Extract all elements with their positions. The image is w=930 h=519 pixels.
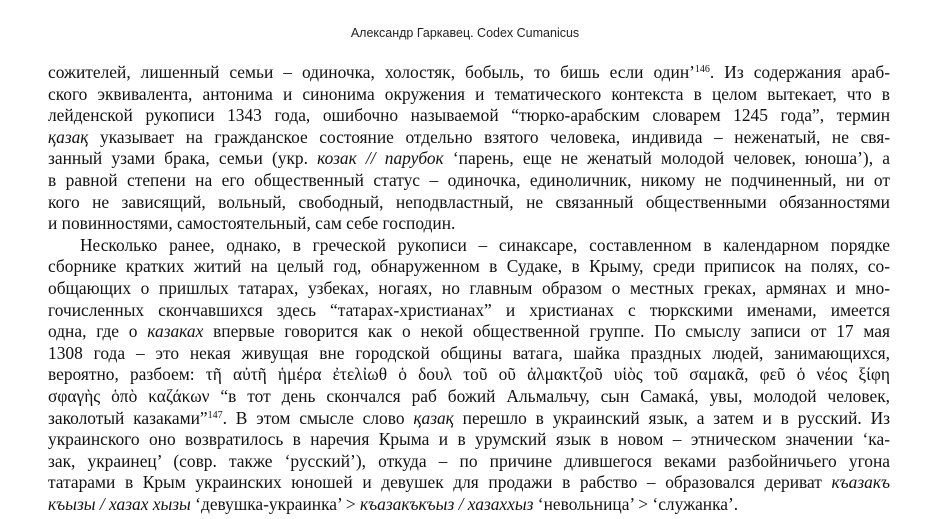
text-line xyxy=(48,343,890,365)
text-line xyxy=(48,429,890,451)
text-line xyxy=(48,213,890,235)
text-run: занный узами брака, семьи (укр. xyxy=(48,148,318,169)
document-body xyxy=(48,62,890,515)
text-run: σφαγὴς ὁπὸ καζάκων “в тот день скончался раб божий Альмальчу, сын Самакá, увы, молодой человек, xyxy=(48,385,890,406)
italic-term: козак // парубок xyxy=(317,148,444,169)
text-line xyxy=(48,256,890,278)
text-run: лейденской рукописи 1343 года, ошибочно называемой “тюрко-арабским словарем 1245 года”, термин xyxy=(48,105,890,126)
text-line xyxy=(48,148,890,170)
italic-term: казаках xyxy=(147,321,204,342)
text-line xyxy=(48,62,890,84)
text-line xyxy=(48,300,890,322)
footnote-ref: 146 xyxy=(694,64,710,75)
italic-term: къызы / хазах хызы xyxy=(48,493,191,514)
text-run: гочисленных скончавшихся здесь “татарах-христианах” и христианах с тюркскими именами, имеется xyxy=(48,299,890,320)
italic-term: къазакъ xyxy=(831,472,890,493)
text-run: одна, где о xyxy=(48,321,148,342)
text-line xyxy=(48,364,890,386)
italic-term: қазақ xyxy=(48,126,89,147)
text-line xyxy=(48,494,890,516)
text-line xyxy=(48,127,890,149)
text-run: сборнике кратких житий на целый год, обнаруженном в Судаке, в Крыму, среди приписок на полях, со- xyxy=(48,256,890,277)
text-run: татарами в Крым украинских юношей и девушек для продажи в рабство – образовался дериват xyxy=(48,472,832,493)
text-run: 1308 года – это некая живущая вне городской общины ватага, шайка праздных людей, занимающихся, xyxy=(48,342,890,363)
footnote-ref: 147 xyxy=(207,409,223,421)
text-line xyxy=(48,192,890,214)
text-run: и повинностями, самостоятельный, сам себе господин. xyxy=(48,213,456,234)
text-line xyxy=(48,408,890,430)
text-line xyxy=(48,84,890,106)
text-run: Несколько ранее, однако, в греческой рукописи – синаксаре, составленном в календарном порядке xyxy=(80,234,890,255)
text-run: общающих о пришлых татарах, узбеках, ногаях, но главным образом о местных греках, армянах и мно- xyxy=(48,277,890,298)
running-header: Александр Гаркавец. Codex Cumanicus xyxy=(350,26,580,40)
text-line xyxy=(48,386,890,408)
text-line xyxy=(48,472,890,494)
text-run: указывает на гражданское состояние отдельно взятого человека, индивида – неженатый, не свя- xyxy=(88,126,890,147)
text-run: . В этом смысле слово xyxy=(222,407,414,428)
text-run: кого не зависящий, вольный, свободный, неподвластный, не связанный общественными обязанностями xyxy=(48,191,890,212)
text-line xyxy=(48,451,890,473)
text-run: впервые говорится как о некой общественной группе. По смыслу записи от 17 мая xyxy=(203,321,890,342)
text-run: зак, украинец’ (совр. также ‘русский’), откуда – по причине длившегося веками разбойничьего угона xyxy=(48,450,890,471)
text-run: украинского оно возвратилось в наречия Крыма и в урумский язык в новом – этническом значении ‘ка- xyxy=(48,429,890,450)
text-run: вероятно, разбоем: τῆ αὐτῆ ἡμέρα ἐτελἰωθ ὁ δουλ τοῦ οῦ ἀλμακτζοῦ υἱὸς τοῦ σαμακᾶ, φεῦ ὁ νέος ξίφη xyxy=(48,364,890,385)
text-run: . Из содержания араб- xyxy=(709,62,890,82)
text-line xyxy=(48,235,890,257)
italic-term: къазакъкъыз / хазаххыз xyxy=(360,493,534,514)
text-line xyxy=(48,105,890,127)
text-run: в равной степени на его общественный статус – одиночка, единоличник, никому не подчиненный, ни от xyxy=(48,169,890,190)
text-run: ‘парень, еще не женатый молодой человек, юноша’), а xyxy=(443,148,890,169)
text-line xyxy=(48,321,890,343)
text-run: ‘невольница’ > ‘служанка’. xyxy=(533,493,739,514)
text-line xyxy=(48,278,890,300)
italic-term: қазақ xyxy=(413,407,454,428)
text-run: ского эквивалента, антонима и синонима окружения и тематического контекста в целом вытекает, что в xyxy=(48,83,890,104)
text-run: перешло в украинский язык, а затем и в русский. Из xyxy=(453,407,890,428)
text-run: сожителей, лишенный семьи – одиночка, холостяк, бобыль, то бишь если один’ xyxy=(48,62,695,82)
text-run: заколотый казаками” xyxy=(48,407,208,428)
text-run: ‘девушка-украинка’ > xyxy=(190,493,361,514)
text-line xyxy=(48,170,890,192)
